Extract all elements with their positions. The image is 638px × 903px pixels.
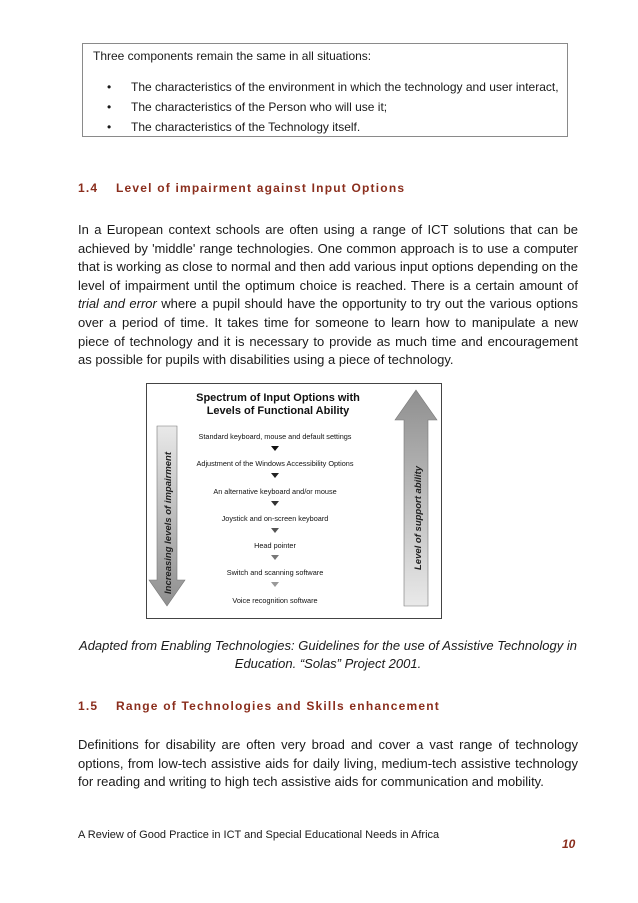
- left-arrow-label: Increasing levels of impairment: [163, 451, 174, 594]
- section-heading-1-4: [78, 181, 405, 195]
- section-heading-1-5: [78, 699, 440, 713]
- spectrum-step: Voice recognition software: [232, 596, 318, 605]
- spectrum-figure: [146, 383, 442, 619]
- list-item: [107, 120, 360, 134]
- spectrum-step: An alternative keyboard and/or mouse: [213, 487, 337, 496]
- step-down-arrow-icon: [271, 555, 279, 560]
- figure-caption: [78, 637, 578, 673]
- section-1-5-paragraph: Definitions for disability are often very broad and cover a vast range of technology options, from low-tech assistive aids for daily living, medium-tech assistive technology for reading and writing to high tech assistive aids for communication and mobility.: [78, 737, 578, 790]
- bullet-glyph: •: [107, 80, 112, 94]
- paragraph-text: where a pupil should have the opportunity to try out the various options over a period of time. It takes time for someone to learn how to manipulate a new piece of technology and it is necessary to provide as much time and encouragement as possible for pupils with disabilities using a piece of technology.: [78, 296, 578, 368]
- section-title: Level of impairment against Input Options: [116, 181, 406, 195]
- step-down-arrow-icon: [271, 528, 279, 533]
- figure-title-line1: Spectrum of Input Options with: [196, 392, 360, 404]
- section-1-4-paragraph: [78, 221, 578, 370]
- page-number: 10: [562, 837, 576, 851]
- spectrum-step: Standard keyboard, mouse and default settings: [198, 432, 352, 441]
- list-item-text: The characteristics of the Technology itself.: [131, 120, 361, 134]
- bullet-glyph: •: [107, 120, 112, 134]
- step-down-arrow-icon: [271, 473, 279, 478]
- step-down-arrow-icon: [271, 501, 279, 506]
- figure-title-line2: Levels of Functional Ability: [206, 405, 350, 417]
- paragraph-text: In a European context schools are often using a range of ICT solutions that can be achieved by 'middle' range technologies. One common approach is to use a computer that is working as close to normal and then add various input options depending on the level of impairment until the optimum choice is reached. There is a certain amount of: [78, 222, 578, 293]
- section-number: 1.5: [78, 699, 99, 713]
- caption-line2: Education. “Solas” Project 2001.: [234, 656, 422, 671]
- right-arrow-label: Level of support ability: [413, 466, 424, 570]
- page-footer: A Review of Good Practice in ICT and Special Educational Needs in Africa: [78, 829, 440, 841]
- section-number: 1.4: [78, 181, 99, 195]
- paragraph-emphasis: trial and error: [78, 296, 157, 312]
- spectrum-diagram: [147, 384, 441, 618]
- spectrum-step: Head pointer: [254, 541, 296, 550]
- caption-line1: Adapted from Enabling Technologies: Guidelines for the use of Assistive Technology in: [79, 638, 577, 653]
- summary-box: [82, 43, 568, 137]
- section-title: Range of Technologies and Skills enhancement: [116, 699, 440, 713]
- spectrum-step: Joystick and on-screen keyboard: [221, 514, 329, 523]
- list-item: [107, 80, 559, 94]
- list-item-text: The characteristics of the environment in which the technology and user interact,: [131, 80, 559, 94]
- step-down-arrow-icon: [271, 446, 279, 451]
- step-down-arrow-icon: [271, 582, 279, 587]
- spectrum-step: Switch and scanning software: [226, 568, 324, 577]
- summary-box-intro: Three components remain the same in all situations:: [93, 49, 372, 63]
- list-item: [107, 100, 387, 114]
- list-item-text: The characteristics of the Person who will use it;: [131, 100, 388, 114]
- spectrum-step: Adjustment of the Windows Accessibility Options: [196, 459, 354, 468]
- bullet-glyph: •: [107, 100, 112, 114]
